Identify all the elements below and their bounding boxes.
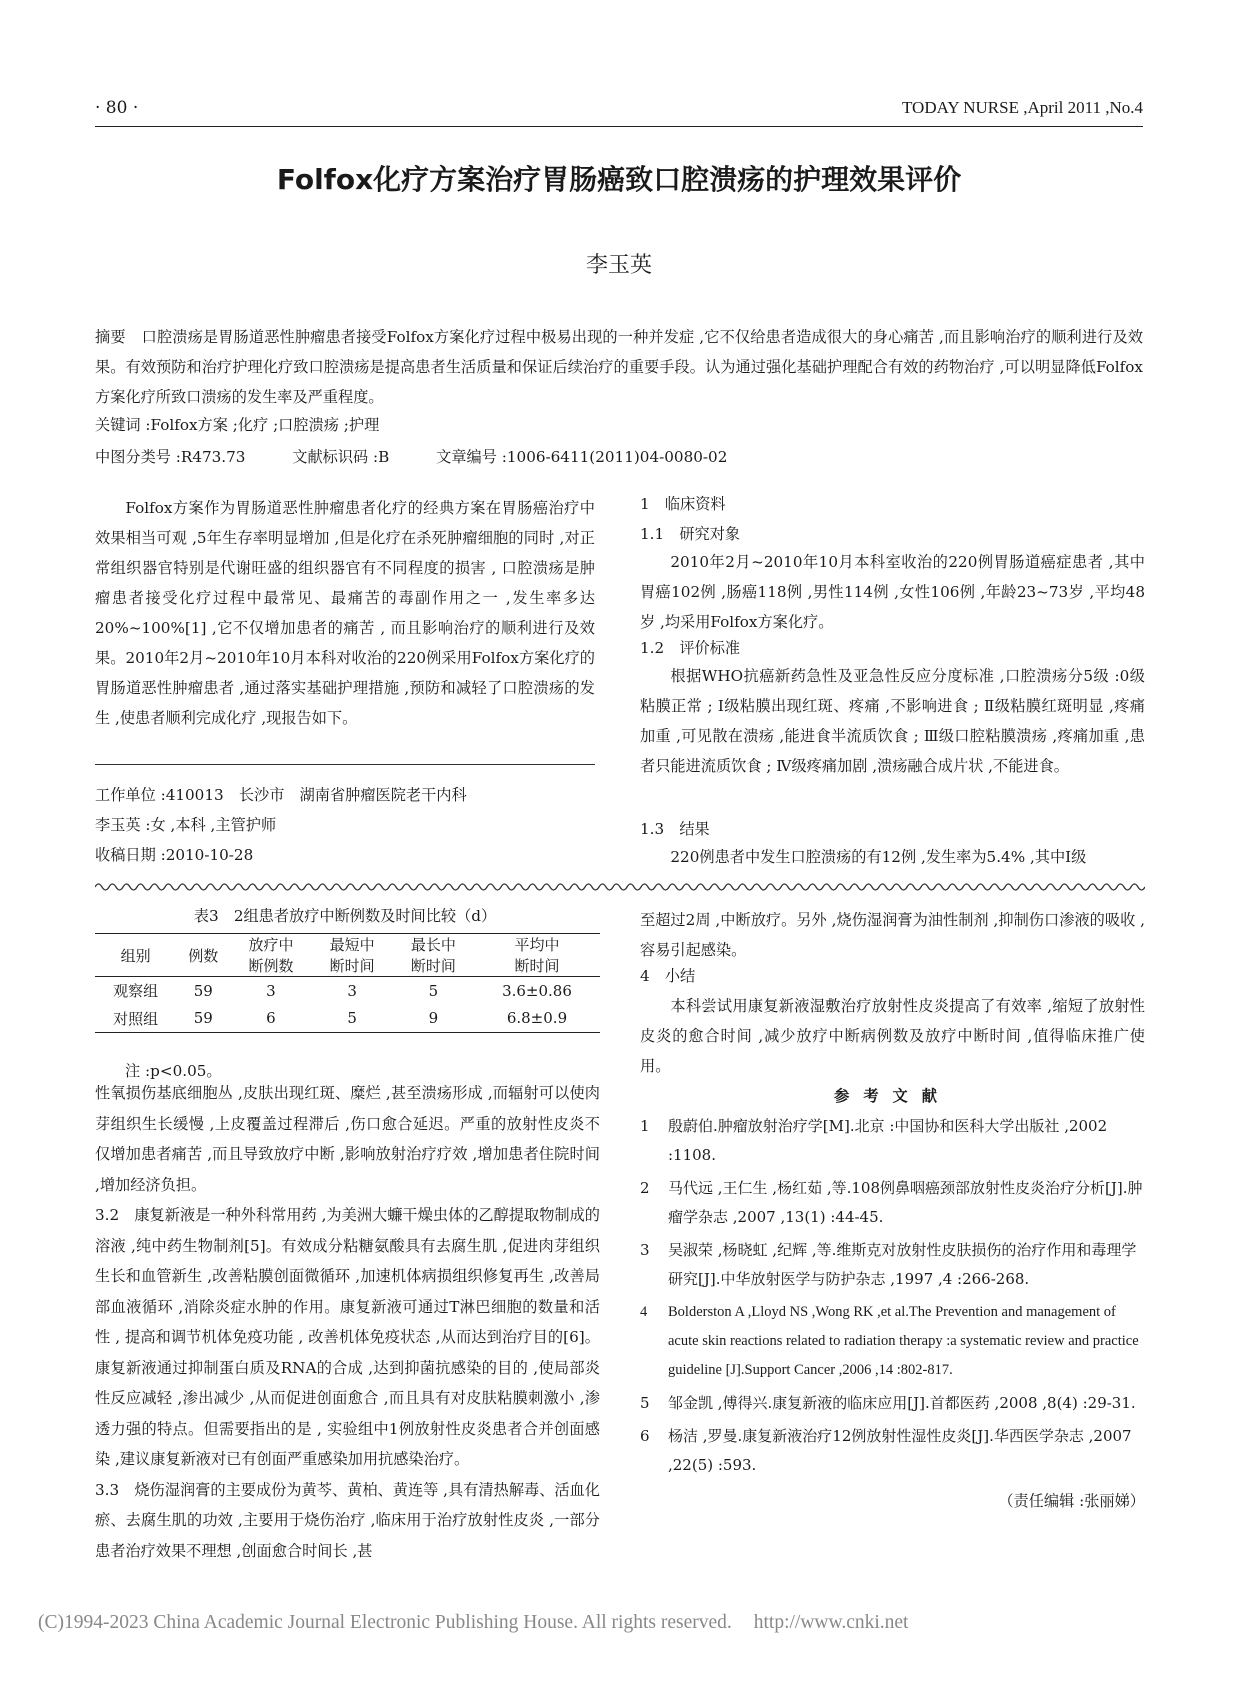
page-number: · 80 · (95, 98, 139, 118)
section-heading-4: 4 小结 (640, 967, 696, 985)
cell: 9 (428, 1009, 439, 1028)
classification-line (95, 446, 769, 467)
cell: 59 (193, 981, 213, 1000)
cell: 5 (347, 1009, 357, 1028)
author-name: 李玉英 (585, 253, 652, 278)
col-header: 例数 (188, 946, 219, 965)
col-header: 最短中 断时间 (329, 936, 375, 975)
abstract (95, 322, 1143, 412)
cell: 对照组 (113, 1009, 159, 1028)
work-unit: 工作单位 :410013 长沙市 湖南省肿瘤医院老干内科 (95, 786, 467, 804)
page-break-wave (95, 880, 1145, 894)
section-heading-1: 1 临床资料 (640, 495, 726, 513)
continued-paragraph: 至超过2周 ,中断放疗。另外 ,烧伤湿润膏为油性制剂 ,抑制伤口渗液的吸收 ,容易引起感染。 (640, 911, 1145, 959)
cell: 6 (266, 1009, 276, 1028)
discussion-left (95, 1078, 600, 1566)
article-title: Folfox化疗方案治疗胃肠癌致口腔溃疡的护理效果评价 (276, 163, 962, 196)
received-date: 收稿日期 :2010-10-28 (95, 846, 254, 864)
section-heading-1-1: 1.1 研究对象 (640, 525, 741, 543)
cell: 3.6±0.86 (502, 981, 572, 1000)
col-header: 最长中 断时间 (410, 936, 456, 975)
cell: 观察组 (113, 982, 159, 1001)
paragraph-1-2: 根据WHO抗癌新药急性及亚急性反应分度标准 ,口腔溃疡分5级 :0级粘膜正常 ; Ⅰ级粘膜出现红斑、疼痛 ,不影响进食 ; Ⅱ级粘膜红斑明显 ,疼痛加重 ,可见散在溃疡 ,能进食半流质饮食 ; Ⅲ级口腔粘膜溃疡 ,疼痛加重 ,患者只能进流质饮食 ; Ⅳ级疼痛加剧 ,溃疡融合成片状 ,不能进食。 (640, 667, 1145, 775)
cell: 6.8±0.9 (506, 1009, 568, 1028)
author-info: 李玉英 :女 ,本科 ,主管护师 (95, 816, 277, 834)
reference-item: 4 Bolderston A ,Lloyd NS ,Wong RK ,et al.The Prevention and management of acute skin reactions related to radiation therapy :a systematic review and practice guideline [J].Support Cancer ,2006 ,14 :802-817. (640, 1304, 1139, 1378)
affiliation-rule (95, 764, 595, 765)
reference-item: 6 杨洁 ,罗曼.康复新液治疗12例放射性湿性皮炎[J].华西医学杂志 ,2007 ,22(5) :593. (640, 1427, 1132, 1474)
table-caption: 表3 2组患者放疗中断例数及时间比较（d） (193, 907, 497, 925)
interruption-table (95, 933, 600, 1033)
col-header: 组别 (120, 946, 151, 965)
col-header: 平均中 断时间 (514, 936, 560, 975)
document-code: 文献标识码 :B (292, 448, 390, 466)
table-header-row (95, 934, 600, 977)
table-row (95, 1005, 600, 1033)
discussion-paragraph: 性氧损伤基底细胞丛 ,皮肤出现红斑、糜烂 ,甚至溃疡形成 ,而辐射可以使肉芽组织生长缓慢 ,上皮覆盖过程滞后 ,伤口愈合延迟。严重的放射性皮炎不仅增加患者痛苦 ,而且导致放疗中断 ,影响放射治疗疗效 ,增加患者住院时间 ,增加经济负担。 (95, 1084, 600, 1194)
journal-header: TODAY NURSE ,April 2011 ,No.4 (901, 98, 1143, 117)
copyright-footer (38, 1612, 908, 1634)
section-heading-1-3: 1.3 结果 (640, 820, 710, 838)
cell: 5 (428, 981, 439, 1000)
discussion-paragraph: 3.2 康复新液是一种外科常用药 ,为美洲大蠊干燥虫体的乙醇提取物制成的溶液 ,纯中药生物制剂[5]。有效成分粘糖氨酸具有去腐生肌 ,促进肉芽组织生长和血管新生 ,改善粘膜创面微循环 ,加速机体病损组织修复再生 ,改善局部血液循环 ,消除炎症水肿的作用。康复新液可通过T淋巴细胞的数量和活性 , 提高和调节机体免疫功能 , 改善机体免疫状态 ,从而达到治疗目的[6]。康复新液通过抑制蛋白质及RNA的合成 ,达到抑菌抗感染的目的 ,使局部炎性反应减轻 ,渗出减少 ,从而促进创面愈合 ,而且具有对皮肤粘膜刺激小 ,渗透力强的特点。但需要指出的是 , 实验组中1例放射性皮炎患者合并创面感染 ,建议康复新液对已有创面严重感染加用抗感染治疗。 (95, 1206, 600, 1468)
header-rule (95, 126, 1143, 127)
references-list (640, 1112, 1145, 1484)
paragraph-1-3: 220例患者中发生口腔溃疡的有12例 ,发生率为5.4% ,其中Ⅰ级 (670, 848, 1087, 866)
affiliation-block (95, 780, 595, 870)
keywords: 关键词 :Folfox方案 ;化疗 ;口腔溃疡 ;护理 (95, 416, 380, 434)
copyright-text: (C)1994-2023 China Academic Journal Electronic Publishing House. All rights reserved. (38, 1612, 732, 1633)
reference-item: 2 马代远 ,王仁生 ,杨红茹 ,等.108例鼻咽癌颈部放射性皮炎治疗分析[J].肿瘤学杂志 ,2007 ,13(1) :44-45. (640, 1179, 1143, 1226)
abstract-label: 摘要 (95, 328, 126, 346)
summary-paragraph: 本科尝试用康复新液湿敷治疗放射性皮炎提高了有效率 ,缩短了放射性皮炎的愈合时间 ,减少放疗中断病例数及放疗中断时间 ,值得临床推广使用。 (640, 997, 1145, 1075)
cnki-url: http://www.cnki.net (753, 1612, 909, 1633)
clc-number: 中图分类号 :R473.73 (95, 448, 246, 466)
article-number: 文章编号 :1006-6411(2011)04-0080-02 (436, 448, 728, 466)
reference-item: 5 邹金凯 ,傅得兴.康复新液的临床应用[J].首都医药 ,2008 ,8(4) :29-31. (640, 1394, 1136, 1412)
responsible-editor: （责任编辑 :张丽娣） (998, 1492, 1145, 1510)
col-header: 放疗中 断例数 (248, 936, 294, 975)
discussion-paragraph: 3.3 烧伤湿润膏的主要成份为黄芩、黄柏、黄连等 ,具有清热解毒、活血化瘀、去腐生肌的功效 ,主要用于烧伤治疗 ,临床用于治疗放射性皮炎 ,一部分患者治疗效果不理想 ,创面愈合时间长 ,甚 (95, 1480, 600, 1560)
table-row (95, 977, 600, 1005)
intro-paragraph: Folfox方案作为胃肠道恶性肿瘤患者化疗的经典方案在胃肠癌治疗中效果相当可观 ,5年生存率明显增加 ,但是化疗在杀死肿瘤细胞的同时 ,对正常组织器官特别是代谢旺盛的组织器官有不同程度的损害 , 口腔溃疡是肿瘤患者接受化疗过程中最常见、最痛苦的毒副作用之一 ,发生率多达20%~100%[1] ,它不仅增加患者的痛苦 , 而且影响治疗的顺利进行及效果。2010年2月~2010年10月本科对收治的220例采用Folfox方案化疗的胃肠道恶性肿瘤患者 ,通过落实基础护理措施 ,预防和减轻了口腔溃疡的发生 ,使患者顺利完成化疗 ,现报告如下。 (95, 499, 595, 727)
cell: 3 (347, 981, 357, 1000)
reference-item: 1 殷蔚伯.肿瘤放射治疗学[M].北京 :中国协和医科大学出版社 ,2002 :1108. (640, 1117, 1108, 1164)
paragraph-1-1: 2010年2月~2010年10月本科室收治的220例胃肠道癌症患者 ,其中胃癌102例 ,肠癌118例 ,男性114例 ,女性106例 ,年龄23~73岁 ,平均48岁 ,均采用Folfox方案化疗。 (640, 553, 1145, 631)
cell: 59 (193, 1009, 213, 1028)
reference-item: 3 吴淑荣 ,杨晓虹 ,纪辉 ,等.维斯克对放射性皮肤损伤的治疗作用和毒理学研究[J].中华放射医学与防护杂志 ,1997 ,4 :266-268. (640, 1241, 1137, 1288)
cell: 3 (266, 981, 276, 1000)
section-heading-1-2: 1.2 评价标准 (640, 639, 741, 657)
abstract-text: 口腔溃疡是胃肠道恶性肿瘤患者接受Folfox方案化疗过程中极易出现的一种并发症 ,它不仅给患者造成很大的身心痛苦 ,而且影响治疗的顺利进行及效果。有效预防和治疗护理化疗致口腔溃疡是提高患者生活质量和保证后续治疗的重要手段。认为通过强化基础护理配合有效的药物治疗 ,可以明显降低Folfox方案化疗所致口溃疡的发生率及严重程度。 (95, 328, 1143, 406)
references-heading: 参考文献 (834, 1087, 951, 1105)
table-note: 注 :p<0.05。 (125, 1062, 222, 1080)
